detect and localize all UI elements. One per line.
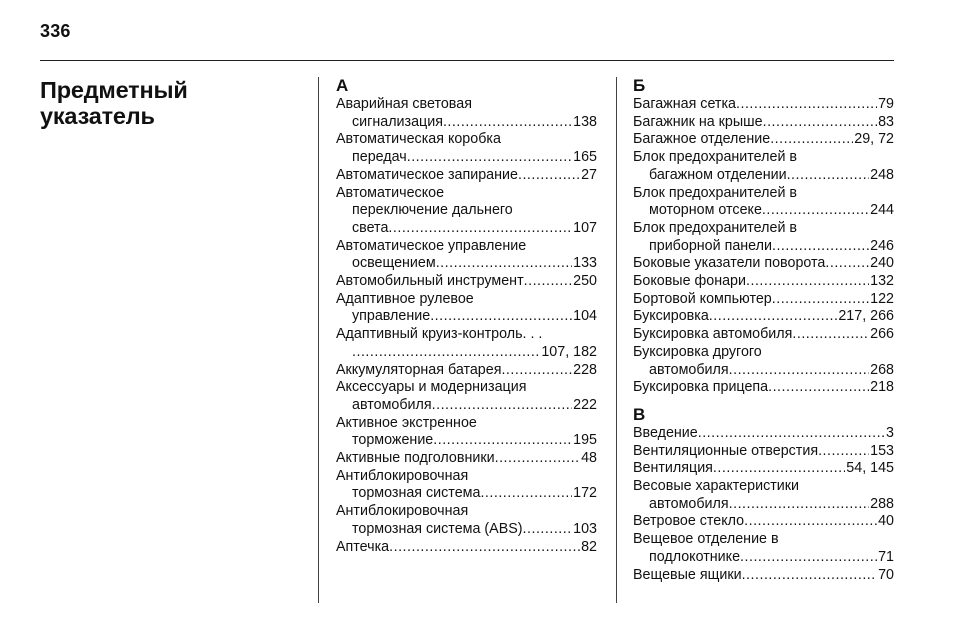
index-entry: [633, 513, 894, 531]
page-reference: 70: [878, 566, 894, 583]
page-reference: 248: [870, 166, 894, 183]
index-entry-text: автомобиля: [649, 495, 729, 512]
index-entry-text: Антиблокировочная: [336, 467, 469, 484]
leader-dots: [501, 362, 572, 380]
index-entry-text: подлокотнике: [649, 548, 741, 565]
page-reference: 107: [573, 219, 597, 236]
index-entry-text: Буксировка: [633, 308, 709, 325]
index-entry: [633, 96, 894, 114]
index-entry: [336, 450, 597, 468]
index-entry-text: Буксировка прицепа: [633, 379, 769, 396]
page-reference: 250: [573, 273, 597, 290]
index-entry-text: Бортовой компьютер: [633, 290, 772, 307]
page-title-line: указатель: [40, 103, 155, 129]
index-entry-text: Автоматическое: [336, 184, 445, 201]
leader-dots: [729, 362, 870, 380]
index-entry: [633, 291, 894, 309]
index-entry: [633, 255, 894, 273]
index-entry: [633, 344, 894, 379]
leader-dots: [443, 114, 572, 132]
index-entry: [336, 379, 597, 414]
page-reference: 222: [573, 396, 597, 413]
index-entry-text: приборной панели: [649, 237, 772, 254]
leader-dots: [740, 549, 877, 567]
index-entry-text: Автоматическая коробка: [336, 131, 501, 148]
header-divider: [40, 60, 894, 61]
leader-dots: [495, 450, 580, 468]
index-entry-text: управление: [352, 308, 431, 325]
page-reference: 71: [878, 548, 894, 565]
index-entry: [633, 273, 894, 291]
index-entry: [336, 131, 597, 166]
page-reference: 103: [573, 520, 597, 537]
index-entry-text: Автоматическое управление: [336, 237, 527, 254]
leader-dots: [729, 496, 870, 514]
page-reference: 107, 182: [541, 343, 597, 360]
index-entry-text: сигнализация: [352, 113, 443, 130]
index-column-1: [336, 77, 597, 556]
index-entry-text: Багажная сетка: [633, 96, 737, 112]
index-entry-text: Активное экстренное: [336, 414, 477, 431]
index-entry-text: Весовые характеристики: [633, 478, 799, 495]
index-entry-text: Блок предохранителей в: [633, 184, 798, 201]
index-entry: [633, 460, 894, 478]
index-entry: [633, 567, 894, 585]
index-entry-text: Вентиляция: [633, 460, 713, 477]
index-entry-text: Адаптивный круиз-контроль. . .: [336, 326, 543, 343]
index-entry-text: автомобиля: [649, 361, 729, 378]
index-entry-text: передач: [352, 149, 407, 166]
page-reference: 246: [870, 237, 894, 254]
index-entry-text: багажном отделении: [649, 166, 787, 183]
leader-dots: [768, 379, 869, 397]
index-entry-text: освещением: [352, 255, 436, 272]
index-entry-text: Аксессуары и модернизация: [336, 379, 527, 396]
leader-dots: [763, 114, 878, 132]
page-reference: 29, 72: [854, 131, 894, 148]
index-entry: [633, 478, 894, 513]
index-entry-text: Аварийная световая: [336, 96, 472, 112]
index-entry: [336, 468, 597, 503]
leader-dots: [518, 167, 580, 185]
page-reference: 138: [573, 113, 597, 130]
page-reference: 195: [573, 432, 597, 449]
leader-dots: [825, 255, 869, 273]
index-entry-text: Введение: [633, 424, 698, 441]
leader-dots: [407, 149, 572, 167]
index-entry-text: автомобиля: [352, 396, 432, 413]
page-reference: 172: [573, 485, 597, 502]
index-entry-text: Вещевые ящики: [633, 566, 742, 583]
page-reference: 165: [573, 149, 597, 166]
leader-dots: [430, 308, 572, 326]
index-entry-text: Антиблокировочная: [336, 503, 469, 520]
leader-dots: [742, 567, 878, 585]
index-entry: [633, 131, 894, 149]
index-entry: [336, 539, 597, 557]
page-reference: 82: [581, 538, 597, 555]
index-entry: [336, 503, 597, 538]
page-reference: 40: [878, 513, 894, 530]
index-entry-text: Вещевое отделение в: [633, 531, 779, 548]
leader-dots: [792, 326, 869, 344]
page-reference: 288: [870, 495, 894, 512]
index-entry-text: тормозная система: [352, 485, 481, 502]
leader-dots: [433, 432, 572, 450]
page-title: [40, 77, 280, 129]
index-entry: [633, 185, 894, 220]
index-entry: [336, 415, 597, 450]
leader-dots: [709, 308, 838, 326]
leader-dots: [523, 521, 573, 539]
leader-dots: [389, 539, 580, 557]
index-entry: [633, 379, 894, 397]
index-entry: [633, 443, 894, 461]
page-reference: 83: [878, 113, 894, 130]
leader-dots: [746, 273, 869, 291]
leader-dots: [524, 273, 573, 291]
index-entry-text: тормозная система (ABS): [352, 520, 523, 537]
index-entry: [336, 273, 597, 291]
index-entry: [633, 531, 894, 566]
index-entry: [336, 167, 597, 185]
index-entry: [336, 362, 597, 380]
page-reference: 122: [870, 290, 894, 307]
index-entry-text: Вентиляционные отверстия: [633, 442, 819, 459]
page-title-line: Предметный: [40, 77, 188, 103]
index-entry: [336, 326, 597, 361]
page-reference: 217, 266: [838, 308, 894, 325]
page-reference: 3: [886, 424, 894, 441]
index-entry-text: торможение: [352, 432, 434, 449]
index-entry-text: Буксировка другого: [633, 343, 762, 360]
index-letter-heading: В: [633, 404, 646, 424]
index-entry: [336, 238, 597, 273]
page-reference: 133: [573, 255, 597, 272]
page-reference: 79: [878, 96, 894, 112]
page-reference: 54, 145: [846, 460, 894, 477]
index-entry-text: Адаптивное рулевое: [336, 290, 474, 307]
leader-dots: [352, 344, 540, 362]
index-entry: [336, 291, 597, 326]
index-entry-text: Багажник на крыше: [633, 113, 763, 130]
leader-dots: [432, 397, 573, 415]
leader-dots: [480, 485, 572, 503]
leader-dots: [772, 238, 869, 256]
leader-dots: [436, 255, 572, 273]
page-reference: 27: [581, 166, 597, 183]
page-reference: 104: [573, 308, 597, 325]
index-entry: [336, 185, 597, 238]
page-reference: 266: [870, 326, 894, 343]
leader-dots: [713, 460, 845, 478]
leader-dots: [744, 513, 877, 531]
index-entry-text: Активные подголовники: [336, 450, 495, 467]
leader-dots: [770, 131, 853, 149]
index-entry-text: Автоматическое запирание: [336, 166, 518, 183]
index-entry-text: моторном отсеке: [649, 202, 762, 219]
index-entry-text: Боковые фонари: [633, 273, 746, 290]
index-entry: [336, 96, 597, 131]
page-reference: 218: [870, 379, 894, 396]
page-reference: 268: [870, 361, 894, 378]
index-entry: [633, 220, 894, 255]
index-entry-text: Автомобильный инструмент: [336, 273, 524, 290]
page-reference: 228: [573, 361, 597, 378]
index-entry-text: Буксировка автомобиля: [633, 326, 793, 343]
index-entry-text: Ветровое стекло: [633, 513, 745, 530]
page-reference: 48: [581, 450, 597, 467]
page-reference: 240: [870, 255, 894, 272]
page-number: 336: [40, 21, 71, 41]
index-entry-text: переключение дальнего: [352, 202, 513, 219]
index-entry-text: Блок предохранителей в: [633, 149, 798, 166]
index-entry-text: света: [352, 219, 389, 236]
index-entry-text: Аккумуляторная батарея: [336, 361, 502, 378]
leader-dots: [787, 167, 870, 185]
leader-dots: [388, 220, 572, 238]
index-entry-text: Боковые указатели поворота: [633, 255, 826, 272]
page-reference: 153: [870, 442, 894, 459]
leader-dots: [818, 443, 869, 461]
index-entry: [633, 308, 894, 326]
index-entry-text: Блок предохранителей в: [633, 219, 798, 236]
index-column-2: [633, 77, 894, 584]
page-reference: 244: [870, 202, 894, 219]
index-letter-heading: Б: [633, 76, 646, 95]
leader-dots: [698, 425, 885, 443]
index-letter-heading: А: [336, 76, 349, 95]
leader-dots: [772, 291, 869, 309]
index-entry-text: Багажное отделение: [633, 131, 771, 148]
index-entry: [633, 149, 894, 184]
index-entry-text: Аптечка: [336, 538, 390, 555]
leader-dots: [762, 202, 869, 220]
leader-dots: [736, 96, 877, 114]
column-divider: [318, 77, 319, 603]
column-divider: [616, 77, 617, 603]
index-entry: [633, 326, 894, 344]
index-entry: [633, 114, 894, 132]
index-entry: [633, 425, 894, 443]
page-reference: 132: [870, 273, 894, 290]
